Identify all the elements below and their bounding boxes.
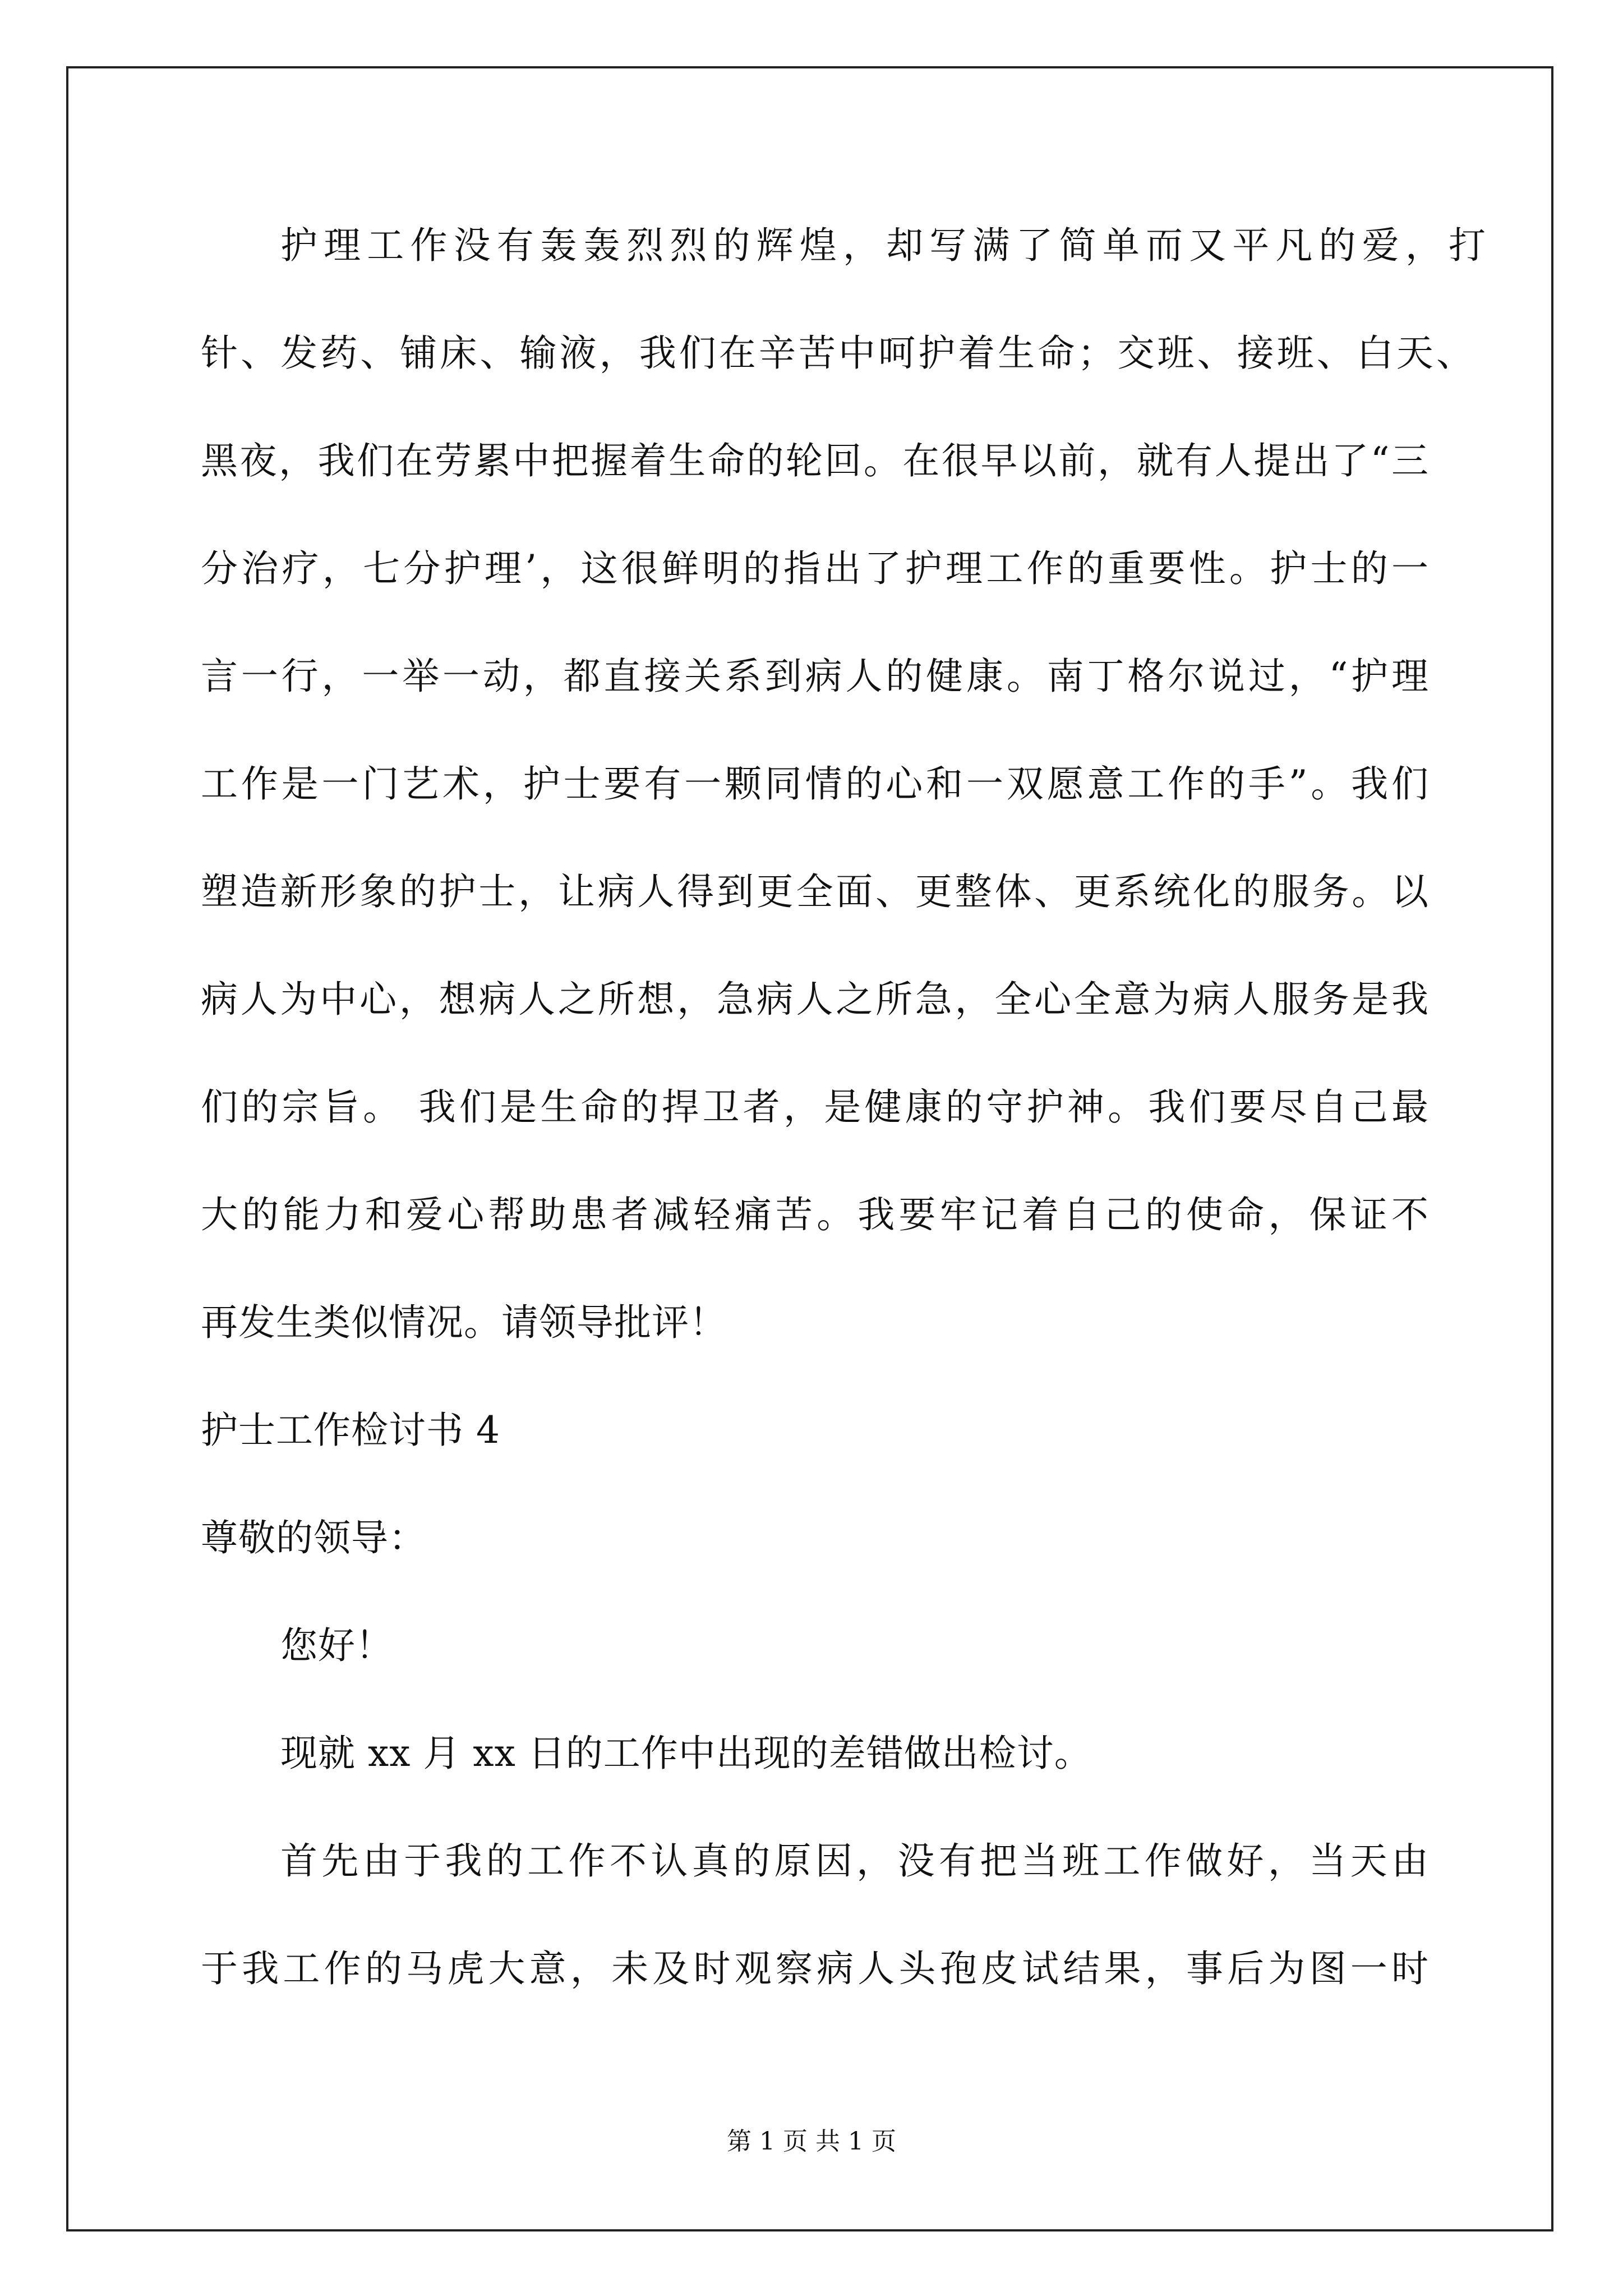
paragraph-line: 言一行，一举一动，都直接关系到病人的健康。南丁格尔说过，“护理	[201, 655, 1429, 698]
paragraph-line: 们的宗旨。 我们是生命的捍卫者，是健康的守护神。我们要尽自己最	[201, 1085, 1429, 1129]
paragraph-line: 现就 xx 月 xx 日的工作中出现的差错做出检讨。	[280, 1732, 1092, 1775]
paragraph-line: 黑夜，我们在劳累中把握着生命的轮回。在很早以前，就有人提出了“三	[201, 439, 1429, 482]
paragraph-line: 大的能力和爱心帮助患者减轻痛苦。我要牢记着自己的使命，保证不	[201, 1193, 1429, 1236]
paragraph-line: 护理工作没有轰轰烈烈的辉煌，却写满了简单而又平凡的爱，打	[280, 224, 1486, 267]
paragraph-line: 病人为中心，想病人之所想，急病人之所急，全心全意为病人服务是我	[201, 978, 1429, 1021]
paragraph-line: 于我工作的马虎大意，未及时观察病人头孢皮试结果，事后为图一时	[201, 1947, 1429, 1990]
paragraph-line: 再发生类似情况。请领导批评！	[201, 1301, 727, 1344]
paragraph-line: 塑造新形象的护士，让病人得到更全面、更整体、更系统化的服务。以	[201, 870, 1429, 913]
page-footer: 第 1 页 共 1 页	[727, 2127, 896, 2156]
page-border	[66, 66, 1553, 2231]
paragraph-line: 工作是一门艺术，护士要有一颗同情的心和一双愿意工作的手”。我们	[201, 762, 1429, 806]
section-heading: 护士工作检讨书 4	[201, 1409, 500, 1452]
paragraph-line: 首先由于我的工作不认真的原因，没有把当班工作做好，当天由	[280, 1839, 1429, 1883]
paragraph-line: 分治疗，七分护理’，这很鲜明的指出了护理工作的重要性。护士的一	[201, 547, 1429, 590]
paragraph-line: 针、发药、铺床、输液，我们在辛苦中呵护着生命；交班、接班、白天、	[201, 332, 1474, 375]
salutation: 尊敬的领导：	[201, 1516, 426, 1559]
greeting: 您好！	[280, 1624, 393, 1667]
